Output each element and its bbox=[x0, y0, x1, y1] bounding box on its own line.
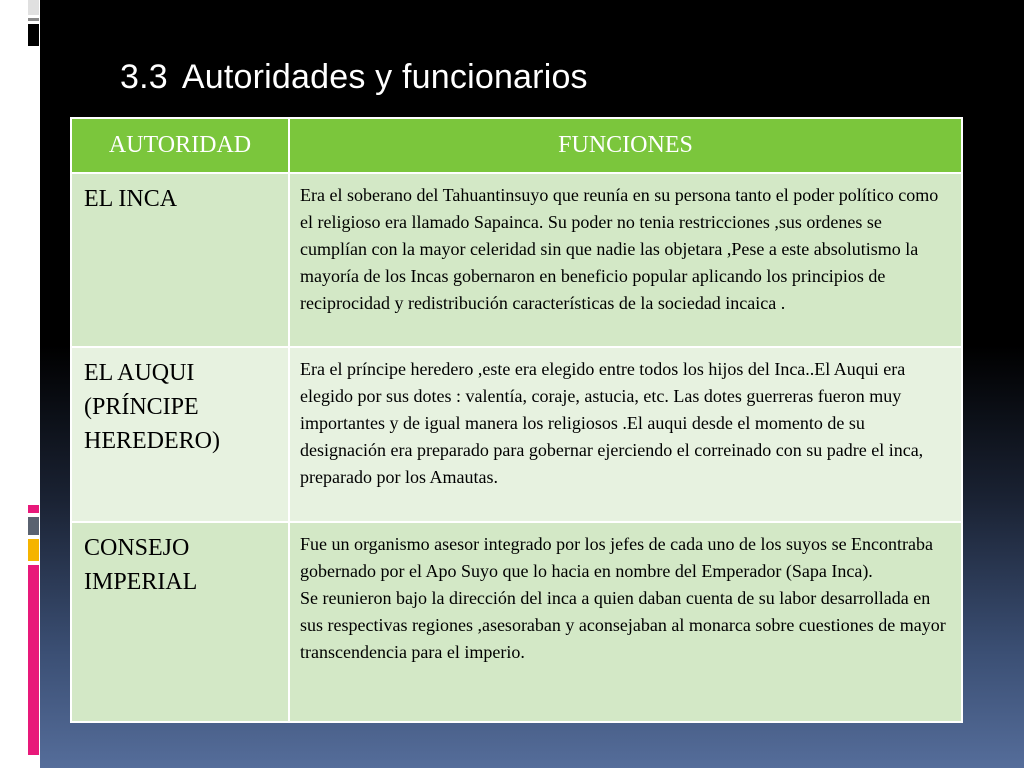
cell-funciones-consejo bbox=[289, 522, 962, 722]
cell-autoridad-inca bbox=[71, 173, 289, 347]
deco-bar-pink-long bbox=[28, 565, 39, 755]
header-funciones: FUNCIONES bbox=[289, 118, 962, 173]
deco-bar-top-2 bbox=[28, 18, 39, 21]
deco-bar-top-1 bbox=[28, 0, 39, 15]
autoridad-line: (PRÍNCIPE bbox=[84, 394, 199, 420]
authorities-table bbox=[70, 117, 963, 723]
cell-autoridad-consejo bbox=[71, 522, 289, 722]
table-row bbox=[71, 173, 962, 347]
table-row bbox=[71, 347, 962, 522]
deco-bar-gray bbox=[28, 517, 39, 535]
autoridad-line: EL AUQUI bbox=[84, 360, 195, 386]
cell-funciones-inca bbox=[289, 173, 962, 347]
cell-funciones-auqui bbox=[289, 347, 962, 522]
autoridad-line: CONSEJO bbox=[84, 535, 190, 561]
slide-title-number: 3.3 bbox=[120, 58, 168, 96]
funciones-paragraph: Era el soberano del Tahuantinsuyo que reunía en su persona tanto el poder político como el religioso era llamado Sapainca. Su poder no tenia restricciones ,sus ordenes se cumplían con la mayor celeridad sin que nadie las objetara ,Pese a este absolutismo la mayoría de los Incas gobernaron en beneficio popular aplicando los principios de reciprocidad y redistribución características de la sociedad incaica . bbox=[300, 185, 939, 313]
deco-bar-pink-small bbox=[28, 505, 39, 513]
table-row bbox=[71, 522, 962, 722]
deco-bar-top-3 bbox=[28, 24, 39, 46]
table-header-row bbox=[71, 118, 962, 173]
autoridad-line: EL INCA bbox=[84, 186, 178, 212]
autoridad-line: IMPERIAL bbox=[84, 569, 198, 595]
funciones-paragraph: Era el príncipe heredero ,este era elegido entre todos los hijos del Inca..El Auqui era elegido por sus dotes : valentía, coraje, astucia, etc. Las dotes guerreras fueron muy importantes y de igual manera los religiosos .El auqui desde el momento de su designación era preparado para gobernar ejerciendo el correinado con su padre el inca, preparado por los Amautas. bbox=[300, 359, 924, 487]
cell-autoridad-auqui bbox=[71, 347, 289, 522]
autoridad-line: HEREDERO) bbox=[84, 428, 220, 454]
slide-title bbox=[120, 58, 588, 97]
funciones-paragraph: Fue un organismo asesor integrado por los jefes de cada uno de los suyos se Encontraba gobernado por el Apo Suyo que lo hacia en nombre del Emperador (Sapa Inca). bbox=[300, 534, 934, 581]
deco-bar-yellow bbox=[28, 539, 39, 561]
slide-title-text: Autoridades y funcionarios bbox=[181, 58, 588, 96]
funciones-paragraph: Se reunieron bajo la dirección del inca a quien daban cuenta de su labor desarrollada en sus respectivas regiones ,asesoraban y aconsejaban al monarca sobre cuestiones de mayor transcendencia para el imperio. bbox=[300, 588, 946, 662]
header-autoridad: AUTORIDAD bbox=[71, 118, 289, 173]
